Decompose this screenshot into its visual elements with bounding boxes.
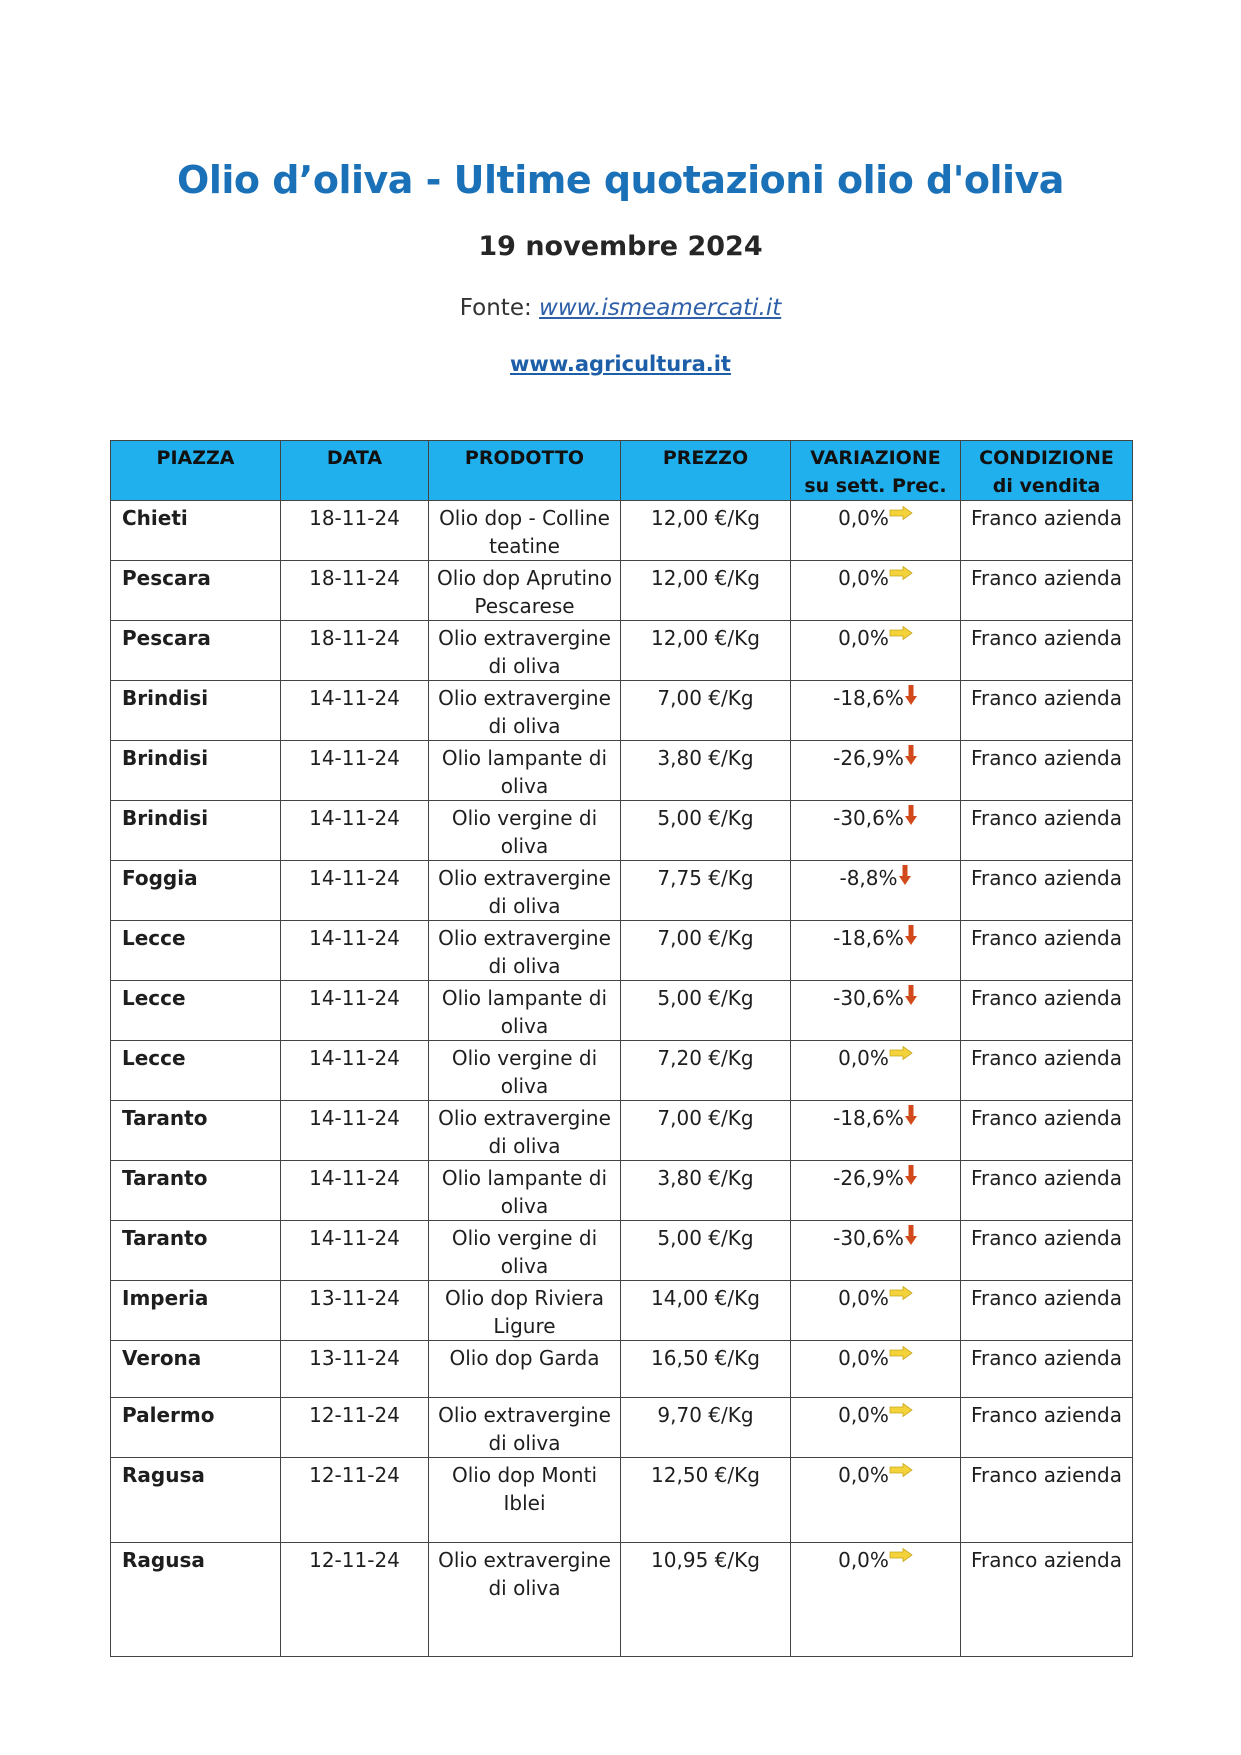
cell-data-text: 13-11-24: [309, 1286, 400, 1310]
cell-prezzo: [621, 861, 791, 921]
cell-piazza-text: Taranto: [122, 1106, 208, 1130]
source-link[interactable]: www.ismeamercati.it: [539, 295, 782, 321]
cell-variazione-text: 0,0%: [838, 1463, 889, 1487]
cell-condizione: [961, 1341, 1133, 1398]
cell-prodotto-text: Olio dop Garda: [449, 1346, 600, 1370]
cell-data-text: 14-11-24: [309, 1046, 400, 1070]
down-arrow-icon: [904, 924, 918, 946]
cell-prodotto: [429, 561, 621, 621]
column-header-prezzo: PREZZO: [621, 441, 791, 501]
cell-piazza-text: Lecce: [122, 1046, 186, 1070]
cell-variazione: [791, 561, 961, 621]
cell-prezzo-text: 12,50 €/Kg: [651, 1463, 760, 1487]
table-row: [111, 501, 1133, 561]
cell-piazza: [111, 861, 281, 921]
cell-variazione-text: -26,9%: [833, 746, 904, 770]
cell-prezzo-text: 7,75 €/Kg: [657, 866, 754, 890]
cell-condizione-text: Franco azienda: [970, 1548, 1123, 1572]
cell-prodotto-text: Olio extravergine di oliva: [438, 626, 611, 678]
cell-data-text: 12-11-24: [309, 1548, 400, 1572]
cell-data: [281, 1101, 429, 1161]
table-row: [111, 1458, 1133, 1543]
cell-data-text: 14-11-24: [309, 1226, 400, 1250]
cell-prezzo-text: 3,80 €/Kg: [657, 746, 754, 770]
cell-condizione: [961, 1161, 1133, 1221]
cell-piazza: [111, 921, 281, 981]
cell-condizione: [961, 501, 1133, 561]
cell-variazione-text: 0,0%: [838, 1403, 889, 1427]
cell-prodotto-text: Olio vergine di oliva: [451, 806, 598, 858]
cell-data-text: 14-11-24: [309, 686, 400, 710]
cell-variazione-text: 0,0%: [838, 1046, 889, 1070]
down-arrow-icon: [904, 744, 918, 766]
cell-variazione: [791, 621, 961, 681]
cell-data: [281, 921, 429, 981]
cell-condizione-text: Franco azienda: [970, 806, 1123, 830]
cell-variazione: [791, 1543, 961, 1657]
table-row: [111, 561, 1133, 621]
cell-data-text: 13-11-24: [309, 1346, 400, 1370]
cell-prodotto: [429, 1458, 621, 1543]
cell-condizione: [961, 1221, 1133, 1281]
cell-prodotto-text: Olio extravergine di oliva: [438, 1548, 611, 1600]
cell-prezzo: [621, 561, 791, 621]
table-row: [111, 1161, 1133, 1221]
cell-data: [281, 1398, 429, 1458]
cell-piazza-text: Lecce: [122, 926, 186, 950]
cell-condizione-text: Franco azienda: [970, 1346, 1123, 1370]
cell-condizione-text: Franco azienda: [970, 746, 1123, 770]
cell-piazza: [111, 681, 281, 741]
cell-variazione: [791, 1161, 961, 1221]
cell-piazza-text: Brindisi: [122, 686, 209, 710]
cell-prodotto: [429, 861, 621, 921]
column-header-prodotto: PRODOTTO: [429, 441, 621, 501]
cell-variazione: [791, 1398, 961, 1458]
site-link[interactable]: www.agricultura.it: [510, 352, 731, 376]
cell-prezzo: [621, 501, 791, 561]
cell-condizione-text: Franco azienda: [970, 1166, 1123, 1190]
cell-prezzo-text: 3,80 €/Kg: [657, 1166, 754, 1190]
column-header-condizione: CONDIZIONE di vendita: [961, 441, 1133, 501]
cell-prodotto: [429, 741, 621, 801]
cell-variazione-text: -26,9%: [833, 1166, 904, 1190]
table-row: [111, 1041, 1133, 1101]
cell-data-text: 12-11-24: [309, 1403, 400, 1427]
cell-prodotto-text: Olio extravergine di oliva: [438, 1106, 611, 1158]
cell-condizione-text: Franco azienda: [970, 1226, 1123, 1250]
right-arrow-icon: [889, 1046, 913, 1060]
cell-prodotto-text: Olio extravergine di oliva: [438, 1403, 611, 1455]
cell-prodotto: [429, 1543, 621, 1657]
cell-piazza: [111, 561, 281, 621]
cell-prezzo: [621, 1543, 791, 1657]
cell-condizione-text: Franco azienda: [970, 1106, 1123, 1130]
cell-variazione: [791, 681, 961, 741]
cell-data-text: 14-11-24: [309, 1106, 400, 1130]
table-row: [111, 621, 1133, 681]
cell-piazza: [111, 1161, 281, 1221]
cell-data: [281, 561, 429, 621]
cell-prodotto: [429, 1161, 621, 1221]
report-date: 19 novembre 2024: [478, 231, 763, 262]
cell-condizione: [961, 741, 1133, 801]
cell-prezzo-text: 5,00 €/Kg: [657, 1226, 754, 1250]
cell-data: [281, 981, 429, 1041]
cell-variazione: [791, 501, 961, 561]
cell-condizione: [961, 561, 1133, 621]
cell-data-text: 14-11-24: [309, 806, 400, 830]
cell-prezzo-text: 9,70 €/Kg: [657, 1403, 754, 1427]
cell-variazione-text: -30,6%: [833, 1226, 904, 1250]
right-arrow-icon: [889, 566, 913, 580]
cell-prodotto-text: Olio lampante di oliva: [441, 986, 608, 1038]
cell-condizione-text: Franco azienda: [970, 866, 1123, 890]
cell-prezzo: [621, 801, 791, 861]
cell-condizione-text: Franco azienda: [970, 686, 1123, 710]
cell-prodotto-text: Olio dop Riviera Ligure: [444, 1286, 605, 1338]
down-arrow-icon: [904, 804, 918, 826]
cell-prezzo: [621, 681, 791, 741]
right-arrow-icon: [889, 1286, 913, 1300]
cell-prezzo-text: 7,00 €/Kg: [657, 1106, 754, 1130]
cell-prodotto-text: Olio lampante di oliva: [441, 1166, 608, 1218]
cell-data: [281, 1341, 429, 1398]
cell-prodotto-text: Olio extravergine di oliva: [438, 686, 611, 738]
right-arrow-icon: [889, 1346, 913, 1360]
cell-condizione: [961, 1281, 1133, 1341]
cell-data-text: 14-11-24: [309, 926, 400, 950]
table-row: [111, 741, 1133, 801]
cell-prezzo-text: 5,00 €/Kg: [657, 806, 754, 830]
cell-data-text: 14-11-24: [309, 746, 400, 770]
cell-condizione: [961, 1398, 1133, 1458]
cell-prezzo: [621, 1041, 791, 1101]
column-header-variazione: VARIAZIONE su sett. Prec.: [791, 441, 961, 501]
table-row: [111, 801, 1133, 861]
cell-prezzo-text: 12,00 €/Kg: [651, 566, 760, 590]
cell-prezzo: [621, 1221, 791, 1281]
cell-piazza: [111, 1543, 281, 1657]
cell-variazione-text: -8,8%: [839, 866, 898, 890]
cell-prezzo-text: 12,00 €/Kg: [651, 626, 760, 650]
cell-data: [281, 1161, 429, 1221]
cell-prezzo-text: 14,00 €/Kg: [651, 1286, 760, 1310]
source-line: [0, 295, 1241, 321]
source-label: Fonte:: [459, 295, 540, 321]
cell-prodotto-text: Olio dop - Colline teatine: [439, 506, 610, 558]
down-arrow-icon: [904, 1164, 918, 1186]
cell-condizione-text: Franco azienda: [970, 626, 1123, 650]
cell-prezzo: [621, 981, 791, 1041]
cell-condizione: [961, 861, 1133, 921]
cell-prezzo: [621, 1341, 791, 1398]
down-arrow-icon: [898, 864, 912, 886]
cell-piazza-text: Pescara: [122, 626, 211, 650]
table-row: [111, 861, 1133, 921]
cell-condizione-text: Franco azienda: [970, 1286, 1123, 1310]
cell-data-text: 14-11-24: [309, 1166, 400, 1190]
cell-condizione: [961, 1041, 1133, 1101]
cell-piazza: [111, 1458, 281, 1543]
cell-prodotto-text: Olio dop Aprutino Pescarese: [436, 566, 613, 618]
cell-condizione: [961, 1543, 1133, 1657]
right-arrow-icon: [889, 1463, 913, 1477]
cell-variazione: [791, 1221, 961, 1281]
cell-prezzo-text: 16,50 €/Kg: [651, 1346, 760, 1370]
table-row: [111, 681, 1133, 741]
cell-piazza-text: Brindisi: [122, 746, 209, 770]
cell-piazza: [111, 621, 281, 681]
cell-data-text: 14-11-24: [309, 866, 400, 890]
cell-variazione: [791, 921, 961, 981]
cell-data: [281, 1281, 429, 1341]
cell-prezzo-text: 7,00 €/Kg: [657, 926, 754, 950]
down-arrow-icon: [904, 984, 918, 1006]
cell-piazza: [111, 801, 281, 861]
cell-data: [281, 501, 429, 561]
cell-data: [281, 801, 429, 861]
page-title: Olio d’oliva - Ultime quotazioni olio d'oliva: [177, 158, 1064, 202]
cell-prezzo: [621, 1161, 791, 1221]
cell-condizione-text: Franco azienda: [970, 566, 1123, 590]
cell-condizione-text: Franco azienda: [970, 506, 1123, 530]
cell-piazza: [111, 1341, 281, 1398]
cell-piazza: [111, 981, 281, 1041]
cell-prezzo-text: 7,20 €/Kg: [657, 1046, 754, 1070]
cell-piazza-text: Chieti: [122, 506, 188, 530]
column-header-data: DATA: [281, 441, 429, 501]
column-header-piazza: PIAZZA: [111, 441, 281, 501]
right-arrow-icon: [889, 506, 913, 520]
cell-variazione-text: 0,0%: [838, 1548, 889, 1572]
cell-data-text: 14-11-24: [309, 986, 400, 1010]
cell-variazione: [791, 1041, 961, 1101]
right-arrow-icon: [889, 626, 913, 640]
cell-prezzo: [621, 741, 791, 801]
table-row: [111, 1101, 1133, 1161]
table-header-row: [111, 441, 1133, 501]
cell-prodotto-text: Olio vergine di oliva: [451, 1226, 598, 1278]
cell-variazione-text: -18,6%: [833, 686, 904, 710]
cell-prodotto-text: Olio dop Monti Iblei: [452, 1463, 597, 1515]
cell-variazione: [791, 1458, 961, 1543]
cell-piazza: [111, 1041, 281, 1101]
cell-variazione: [791, 1341, 961, 1398]
cell-variazione: [791, 741, 961, 801]
cell-condizione: [961, 681, 1133, 741]
cell-prodotto: [429, 681, 621, 741]
cell-piazza-text: Brindisi: [122, 806, 209, 830]
cell-prezzo-text: 12,00 €/Kg: [651, 506, 760, 530]
cell-piazza-text: Taranto: [122, 1166, 208, 1190]
cell-piazza-text: Lecce: [122, 986, 186, 1010]
cell-prezzo: [621, 1101, 791, 1161]
cell-variazione-text: 0,0%: [838, 626, 889, 650]
cell-piazza-text: Ragusa: [122, 1548, 205, 1572]
cell-data: [281, 861, 429, 921]
cell-condizione-text: Franco azienda: [970, 1463, 1123, 1487]
cell-prodotto: [429, 921, 621, 981]
cell-data-text: 18-11-24: [309, 566, 400, 590]
cell-condizione: [961, 1101, 1133, 1161]
cell-variazione-text: 0,0%: [838, 1346, 889, 1370]
cell-data: [281, 621, 429, 681]
table-row: [111, 921, 1133, 981]
cell-prodotto-text: Olio vergine di oliva: [451, 1046, 598, 1098]
site-line: [0, 352, 1241, 376]
cell-piazza-text: Pescara: [122, 566, 211, 590]
cell-piazza-text: Palermo: [122, 1403, 215, 1427]
cell-prodotto: [429, 1101, 621, 1161]
cell-data-text: 12-11-24: [309, 1463, 400, 1487]
cell-variazione: [791, 1101, 961, 1161]
cell-piazza: [111, 501, 281, 561]
cell-condizione-text: Franco azienda: [970, 1403, 1123, 1427]
cell-data: [281, 741, 429, 801]
cell-piazza: [111, 1221, 281, 1281]
cell-prodotto: [429, 981, 621, 1041]
down-arrow-icon: [904, 1104, 918, 1126]
cell-prodotto: [429, 801, 621, 861]
cell-prodotto-text: Olio lampante di oliva: [441, 746, 608, 798]
table-row: [111, 1221, 1133, 1281]
cell-prodotto: [429, 1281, 621, 1341]
cell-prodotto-text: Olio extravergine di oliva: [438, 926, 611, 978]
cell-data: [281, 1458, 429, 1543]
cell-piazza-text: Ragusa: [122, 1463, 205, 1487]
cell-data-text: 18-11-24: [309, 506, 400, 530]
cell-prodotto: [429, 1221, 621, 1281]
cell-piazza: [111, 1101, 281, 1161]
cell-condizione: [961, 1458, 1133, 1543]
cell-variazione: [791, 861, 961, 921]
cell-condizione: [961, 621, 1133, 681]
cell-variazione-text: -30,6%: [833, 806, 904, 830]
cell-piazza-text: Imperia: [122, 1286, 209, 1310]
quotations-table: [110, 440, 1133, 1657]
cell-variazione: [791, 1281, 961, 1341]
cell-condizione: [961, 921, 1133, 981]
cell-piazza-text: Taranto: [122, 1226, 208, 1250]
cell-variazione: [791, 981, 961, 1041]
cell-data: [281, 1041, 429, 1101]
cell-condizione-text: Franco azienda: [970, 1046, 1123, 1070]
cell-variazione-text: -18,6%: [833, 1106, 904, 1130]
cell-prezzo-text: 5,00 €/Kg: [657, 986, 754, 1010]
cell-prodotto: [429, 1341, 621, 1398]
cell-data: [281, 1221, 429, 1281]
table-row: [111, 1341, 1133, 1398]
cell-condizione-text: Franco azienda: [970, 986, 1123, 1010]
right-arrow-icon: [889, 1548, 913, 1562]
cell-variazione-text: 0,0%: [838, 566, 889, 590]
cell-variazione-text: 0,0%: [838, 506, 889, 530]
cell-prezzo: [621, 1458, 791, 1543]
cell-piazza-text: Foggia: [122, 866, 198, 890]
table-row: [111, 981, 1133, 1041]
cell-prezzo: [621, 1398, 791, 1458]
cell-condizione: [961, 801, 1133, 861]
cell-variazione-text: -18,6%: [833, 926, 904, 950]
down-arrow-icon: [904, 684, 918, 706]
cell-prodotto: [429, 621, 621, 681]
down-arrow-icon: [904, 1224, 918, 1246]
right-arrow-icon: [889, 1403, 913, 1417]
cell-prodotto: [429, 501, 621, 561]
cell-prodotto-text: Olio extravergine di oliva: [438, 866, 611, 918]
cell-piazza: [111, 1281, 281, 1341]
cell-prezzo-text: 10,95 €/Kg: [651, 1548, 760, 1572]
cell-condizione-text: Franco azienda: [970, 926, 1123, 950]
cell-prodotto: [429, 1398, 621, 1458]
table-row: [111, 1543, 1133, 1657]
cell-prezzo: [621, 921, 791, 981]
cell-variazione: [791, 801, 961, 861]
cell-data: [281, 681, 429, 741]
cell-prezzo-text: 7,00 €/Kg: [657, 686, 754, 710]
cell-piazza: [111, 1398, 281, 1458]
table-row: [111, 1281, 1133, 1341]
cell-prodotto: [429, 1041, 621, 1101]
cell-data-text: 18-11-24: [309, 626, 400, 650]
cell-condizione: [961, 981, 1133, 1041]
cell-prezzo: [621, 1281, 791, 1341]
cell-variazione-text: 0,0%: [838, 1286, 889, 1310]
cell-piazza: [111, 741, 281, 801]
cell-data: [281, 1543, 429, 1657]
table-row: [111, 1398, 1133, 1458]
cell-piazza-text: Verona: [122, 1346, 202, 1370]
cell-prezzo: [621, 621, 791, 681]
cell-variazione-text: -30,6%: [833, 986, 904, 1010]
